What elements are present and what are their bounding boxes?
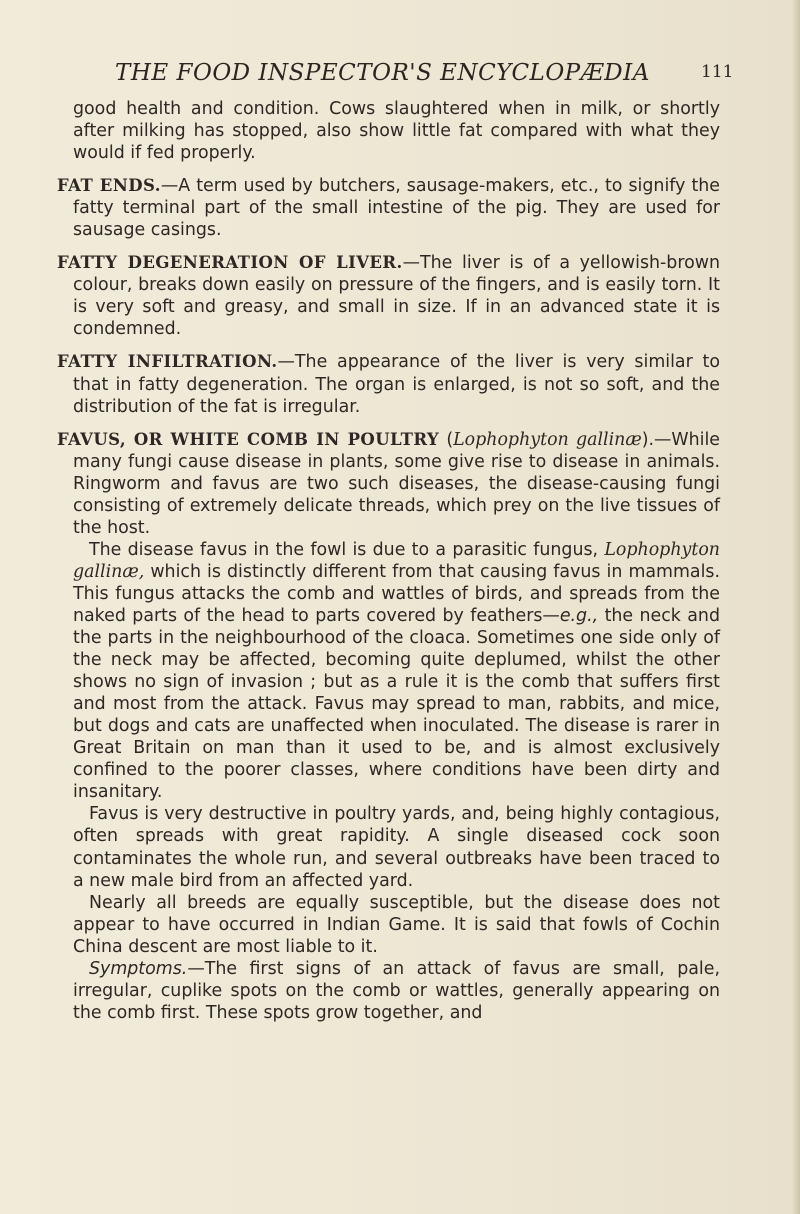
fatty-degeneration-paragraph [57, 252, 720, 340]
favus-text-2-sci: Lophophyton gallinæ, [73, 539, 720, 582]
fat-ends-text: —A term used by butchers, sausage-makers, etc., to signify the fatty terminal part of the small intestine of the pig. They are used for sausage casings. [73, 176, 720, 241]
favus-text-4: Nearly all breeds are equally susceptible, but the disease does not appear to have occurred in Indian Game. It is said that fowls of Cochin China descent are most liable to it. [73, 892, 720, 957]
body-text [57, 98, 720, 1035]
entry-favus [57, 429, 720, 1024]
favus-paragraph-4 [57, 892, 720, 958]
favus-sci-open: ( [439, 429, 454, 450]
favus-text-2-eg: e.g., [559, 605, 599, 626]
headword-favus: FAVUS, OR WHITE COMB IN POULTRY [57, 429, 440, 449]
fat-ends-paragraph [57, 175, 720, 241]
favus-sci-close: ). [641, 429, 655, 450]
favus-text-1: —While many fungi cause disease in plants, some give rise to disease in animals. Ringworm and favus are two such diseases, the disease-causing fungi consisting of extremely delicate threads, which prey on the live tissues of the host. [73, 429, 720, 538]
favus-text-2a: The disease favus in the fowl is due to a parasitic fungus, [89, 539, 605, 560]
entry-fatty-degeneration [57, 252, 720, 340]
running-head [115, 60, 734, 92]
favus-paragraph-1 [57, 429, 720, 539]
favus-scientific-name: Lophophyton gallinæ [453, 429, 642, 450]
favus-text-2b: which is distinctly different from that causing favus in mammals. This fungus attacks the comb and wattles of birds, and spreads from the naked parts of the head to parts covered by feathers— [73, 561, 720, 626]
headword-fatty-degeneration: FATTY DEGENERATION OF LIVER. [57, 253, 403, 273]
entry-continuation [57, 98, 720, 164]
fatty-degeneration-text: —The liver is of a yellowish-brown colour, breaks down easily on pressure of the fingers, and is easily torn. It is very soft and greasy, and small in size. If in an advanced state it is condemned. [73, 253, 720, 340]
favus-paragraph-5 [57, 958, 720, 1024]
symptoms-label: Symptoms. [89, 958, 188, 979]
page-edge-shadow [792, 0, 800, 1214]
headword-fatty-infiltration: FATTY INFILTRATION. [57, 352, 278, 372]
favus-text-2c: the neck and the parts in the neighbourhood of the cloaca. Sometimes one side only of the neck may be affected, becoming quite deplumed, whilst the other shows no sign of invasion ; but as a rule it is the comb that suffers first and most from the attack. Favus may spread to man, rabbits, and mice, but dogs and cats are unaffected when inoculated. The disease is rarer in Great Britain on man than it used to be, and is almost exclusively confined to the poorer classes, where conditions have been dirty and insanitary. [73, 605, 720, 803]
entry-fat-ends [57, 175, 720, 241]
fatty-infiltration-text: —The appearance of the liver is very similar to that in fatty degeneration. The organ is enlarged, is not so soft, and the distribution of the fat is irregular. [73, 352, 720, 417]
page-number: 111 [701, 62, 734, 82]
favus-text-3: Favus is very destructive in poultry yards, and, being highly contagious, often spreads with great rapidity. A single diseased cock soon contaminates the whole run, and several outbreaks have been traced to a new male bird from an affected yard. [73, 804, 720, 891]
favus-paragraph-3 [57, 803, 720, 891]
continuation-paragraph [57, 98, 720, 164]
continuation-text: good health and condition. Cows slaughtered when in milk, or shortly after milking has stopped, also show little fat compared with what they would if fed properly. [73, 99, 720, 164]
entry-fatty-infiltration [57, 351, 720, 417]
fatty-infiltration-paragraph [57, 351, 720, 417]
running-title: THE FOOD INSPECTOR'S ENCYCLOPÆDIA [115, 60, 650, 86]
favus-text-5: —The first signs of an attack of favus are small, pale, irregular, cuplike spots on the comb or wattles, generally appearing on the comb first. These spots grow together, and [73, 958, 720, 1023]
favus-paragraph-2 [57, 539, 720, 804]
headword-fat-ends: FAT ENDS. [57, 176, 161, 196]
